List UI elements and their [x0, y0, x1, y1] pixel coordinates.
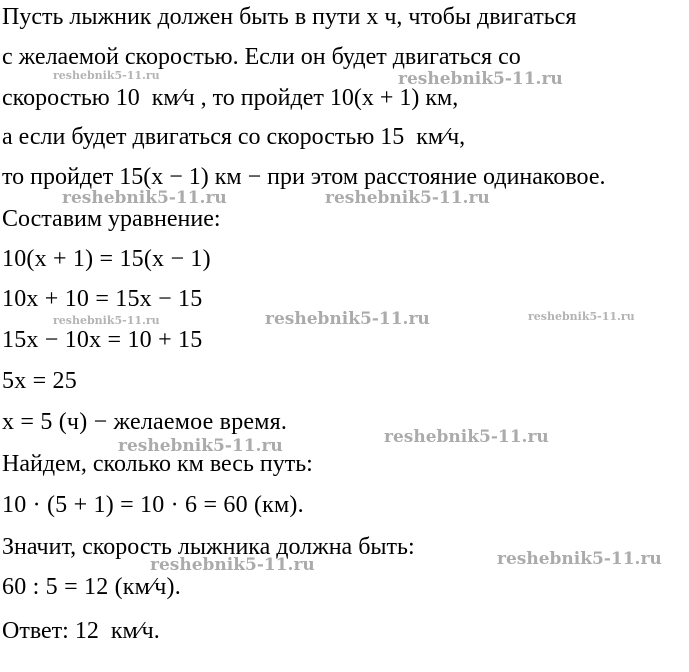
- watermark: reshebnik5-11.ru: [325, 188, 490, 208]
- text-line-5: то пройдет 15(x − 1) км − при этом расстояние одинаковое.: [2, 164, 606, 190]
- watermark: reshebnik5-11.ru: [497, 549, 662, 569]
- text-line-12: Найдем, сколько км весь путь:: [2, 451, 313, 477]
- equation-line-2: 10x + 10 = 15x − 15: [2, 286, 203, 312]
- text-line-1: Пусть лыжник должен быть в пути x ч, чтобы двигаться: [2, 4, 577, 30]
- equation-line-4: 5x = 25: [2, 368, 77, 394]
- text-line-4: а если будет двигаться со скоростью 15 км⁄ч,: [2, 124, 466, 150]
- watermark: reshebnik5-11.ru: [62, 188, 227, 208]
- answer-line: Ответ: 12 км⁄ч.: [2, 618, 160, 644]
- equation-line-3: 15x − 10x = 10 + 15: [2, 327, 203, 353]
- watermark: reshebnik5-11.ru: [118, 436, 283, 456]
- equation-line-6: 10 · (5 + 1) = 10 · 6 = 60 (км).: [2, 492, 304, 518]
- watermark: reshebnik5-11.ru: [384, 427, 549, 447]
- equation-line-7: 60 : 5 = 12 (км⁄ч).: [2, 574, 181, 600]
- watermark: reshebnik5-11.ru: [53, 314, 160, 327]
- watermark: reshebnik5-11.ru: [398, 69, 563, 89]
- text-line-6: Составим уравнение:: [2, 206, 221, 232]
- watermark: reshebnik5-11.ru: [150, 555, 315, 575]
- text-line-2: с желаемой скоростью. Если он будет двигаться со: [2, 44, 521, 70]
- equation-line-5: x = 5 (ч) − желаемое время.: [2, 409, 288, 435]
- watermark: reshebnik5-11.ru: [265, 309, 430, 329]
- watermark: reshebnik5-11.ru: [528, 310, 635, 323]
- text-line-14: Значит, скорость лыжника должна быть:: [2, 534, 415, 560]
- text-line-3: скоростью 10 км⁄ч , то пройдет 10(x + 1) км,: [2, 85, 459, 111]
- equation-line-1: 10(x + 1) = 15(x − 1): [2, 246, 211, 272]
- watermark: reshebnik5-11.ru: [53, 69, 160, 82]
